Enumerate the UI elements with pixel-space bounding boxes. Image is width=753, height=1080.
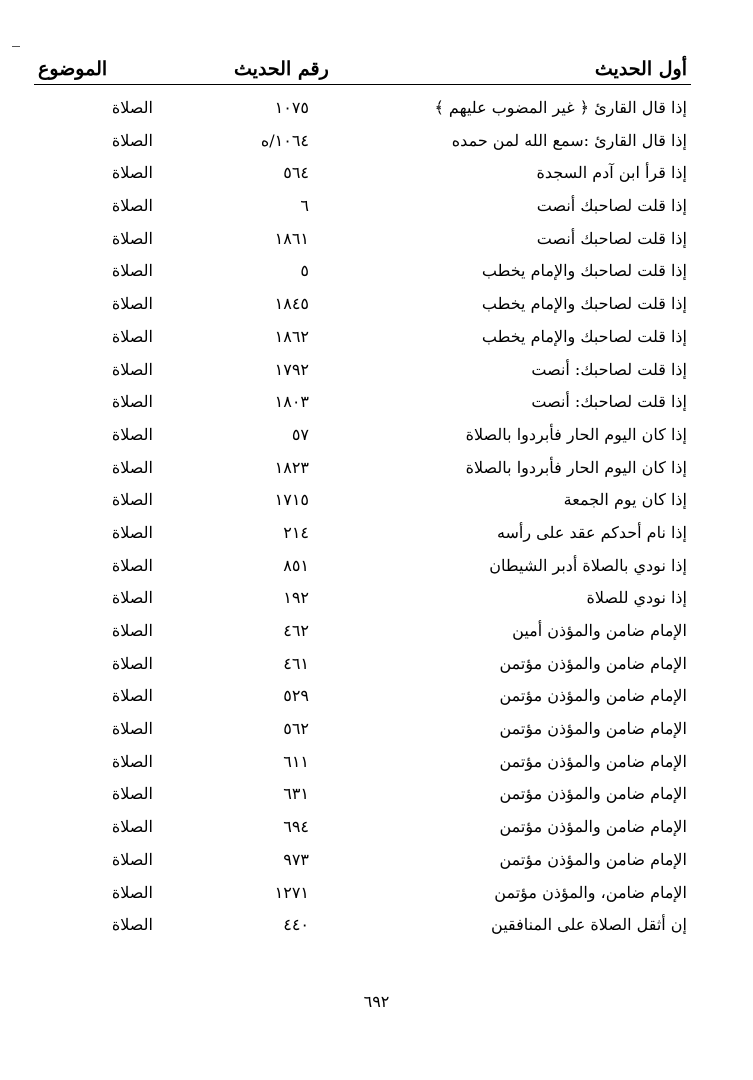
hadith-number: ٥٧ [291, 424, 309, 444]
hadith-number: ١٧١٥ [274, 490, 309, 510]
table-row [34, 748, 691, 781]
hadith-first-words: الإمام ضامن والمؤذن مؤتمن [499, 719, 687, 739]
page-number: ٦٩٢ [363, 992, 390, 1011]
table-row [34, 421, 691, 454]
hadith-topic: الصلاة [111, 326, 153, 346]
hadith-topic: الصلاة [111, 98, 153, 117]
hadith-topic: الصلاة [111, 784, 153, 804]
header-topic-column: الموضوع [38, 58, 108, 80]
table-row [34, 879, 691, 912]
margin-mark [12, 46, 20, 47]
header-number-column: رقم الحديث [234, 58, 329, 80]
table-header [34, 54, 691, 85]
hadith-topic: الصلاة [111, 163, 153, 183]
table-row [34, 323, 691, 356]
table-row [34, 650, 691, 683]
hadith-topic: الصلاة [111, 196, 153, 216]
hadith-first-words: الإمام ضامن والمؤذن مؤتمن [499, 817, 687, 837]
table-row [34, 846, 691, 879]
hadith-topic: الصلاة [111, 882, 153, 902]
hadith-first-words: إذا قلت لصاحبك والإمام يخطب [481, 261, 687, 281]
hadith-first-words: إذا قال القارئ :سمع الله لمن حمده [451, 130, 687, 150]
hadith-first-words: إذا قرأ ابن آدم السجدة [536, 163, 687, 183]
hadith-number: ١٩٢ [283, 588, 309, 608]
hadith-number: ١٢٧١ [274, 882, 309, 902]
table-row [34, 127, 691, 160]
hadith-number: ٥ [300, 261, 309, 281]
hadith-number: ١٧٩٢ [274, 359, 309, 379]
hadith-topic: الصلاة [111, 522, 153, 542]
hadith-first-words: إذا كان اليوم الحار فأبردوا بالصلاة [465, 457, 687, 477]
hadith-topic: الصلاة [111, 359, 153, 379]
hadith-topic: الصلاة [111, 849, 153, 869]
hadith-number: ١٨٠٣ [274, 392, 309, 412]
hadith-number: ٥٢٩ [283, 686, 309, 706]
hadith-topic: الصلاة [111, 130, 153, 150]
table-row [34, 257, 691, 290]
hadith-topic: الصلاة [111, 817, 153, 837]
header-first-column: أول الحديث [594, 58, 687, 80]
hadith-topic: الصلاة [111, 915, 153, 935]
hadith-topic: الصلاة [111, 686, 153, 706]
hadith-topic: الصلاة [111, 228, 153, 248]
table-row [34, 290, 691, 323]
hadith-number: ١٨٦٢ [274, 326, 309, 346]
hadith-first-words: الإمام ضامن والمؤذن أمين [512, 621, 687, 640]
table-row [34, 94, 691, 127]
hadith-number: ١٨٢٣ [274, 457, 309, 477]
table-row [34, 159, 691, 192]
hadith-first-words: إذا نودي بالصلاة أدبر الشيطان [489, 555, 687, 575]
hadith-first-words: إذا كان يوم الجمعة [563, 490, 687, 510]
hadith-topic: الصلاة [111, 392, 153, 412]
hadith-number: ١٠٧٥ [274, 98, 309, 117]
hadith-number: ٦٩٤ [283, 817, 309, 837]
hadith-first-words: إذا قلت لصاحبك: أنصت [531, 392, 687, 412]
hadith-first-words: إذا قال القارئ ﴿ غير المضوب عليهم ﴾ [434, 98, 687, 117]
hadith-topic: الصلاة [111, 751, 153, 771]
hadith-number: ١٨٤٥ [274, 294, 309, 314]
hadith-topic: الصلاة [111, 719, 153, 739]
hadith-topic: الصلاة [111, 588, 153, 608]
hadith-number: ٦٣١ [283, 784, 309, 804]
hadith-number: ٤٤٠ [283, 915, 309, 935]
hadith-number: ٢١٤ [283, 522, 309, 542]
hadith-topic: الصلاة [111, 555, 153, 575]
hadith-first-words: الإمام ضامن والمؤذن مؤتمن [499, 784, 687, 804]
hadith-first-words: الإمام ضامن والمؤذن مؤتمن [499, 686, 687, 706]
hadith-topic: الصلاة [111, 424, 153, 444]
table-row [34, 225, 691, 258]
hadith-number: ٨٥١ [283, 555, 309, 575]
table-row [34, 388, 691, 421]
table-row [34, 356, 691, 389]
hadith-number: ٥٦٤ [283, 163, 309, 183]
table-row [34, 682, 691, 715]
hadith-number: ٥٦٢ [283, 719, 309, 739]
hadith-number: ١٠٦٤/ه [260, 130, 309, 150]
hadith-index-table [34, 94, 691, 944]
hadith-topic: الصلاة [111, 261, 153, 281]
hadith-first-words: إذا قلت لصاحبك والإمام يخطب [481, 326, 687, 346]
table-row [34, 715, 691, 748]
hadith-first-words: إذا نام أحدكم عقد على رأسه [496, 522, 687, 542]
hadith-first-words: إذا قلت لصاحبك أنصت [536, 228, 687, 248]
hadith-number: ٩٧٣ [283, 849, 309, 869]
hadith-number: ٤٦٢ [283, 621, 309, 640]
table-row [34, 813, 691, 846]
hadith-first-words: إن أثقل الصلاة على المنافقين [491, 915, 687, 935]
table-row [34, 519, 691, 552]
table-row [34, 486, 691, 519]
hadith-topic: الصلاة [111, 653, 153, 673]
hadith-topic: الصلاة [111, 621, 153, 640]
table-row [34, 552, 691, 585]
hadith-number: ٦ [300, 196, 309, 216]
hadith-first-words: إذا قلت لصاحبك: أنصت [531, 359, 687, 379]
table-row [34, 780, 691, 813]
table-row [34, 911, 691, 944]
hadith-topic: الصلاة [111, 490, 153, 510]
hadith-number: ١٨٦١ [274, 228, 309, 248]
hadith-topic: الصلاة [111, 294, 153, 314]
table-row [34, 192, 691, 225]
hadith-first-words: إذا نودي للصلاة [586, 588, 687, 608]
hadith-first-words: إذا قلت لصاحبك والإمام يخطب [481, 294, 687, 314]
hadith-number: ٦١١ [283, 751, 309, 771]
hadith-first-words: الإمام ضامن والمؤذن مؤتمن [499, 849, 687, 869]
table-row [34, 584, 691, 617]
table-row [34, 617, 691, 650]
hadith-first-words: الإمام ضامن، والمؤذن مؤتمن [494, 882, 687, 902]
hadith-first-words: الإمام ضامن والمؤذن مؤتمن [499, 653, 687, 673]
hadith-number: ٤٦١ [283, 653, 309, 673]
hadith-first-words: الإمام ضامن والمؤذن مؤتمن [499, 751, 687, 771]
hadith-first-words: إذا كان اليوم الحار فأبردوا بالصلاة [465, 424, 687, 444]
table-row [34, 454, 691, 487]
hadith-first-words: إذا قلت لصاحبك أنصت [536, 196, 687, 216]
hadith-topic: الصلاة [111, 457, 153, 477]
